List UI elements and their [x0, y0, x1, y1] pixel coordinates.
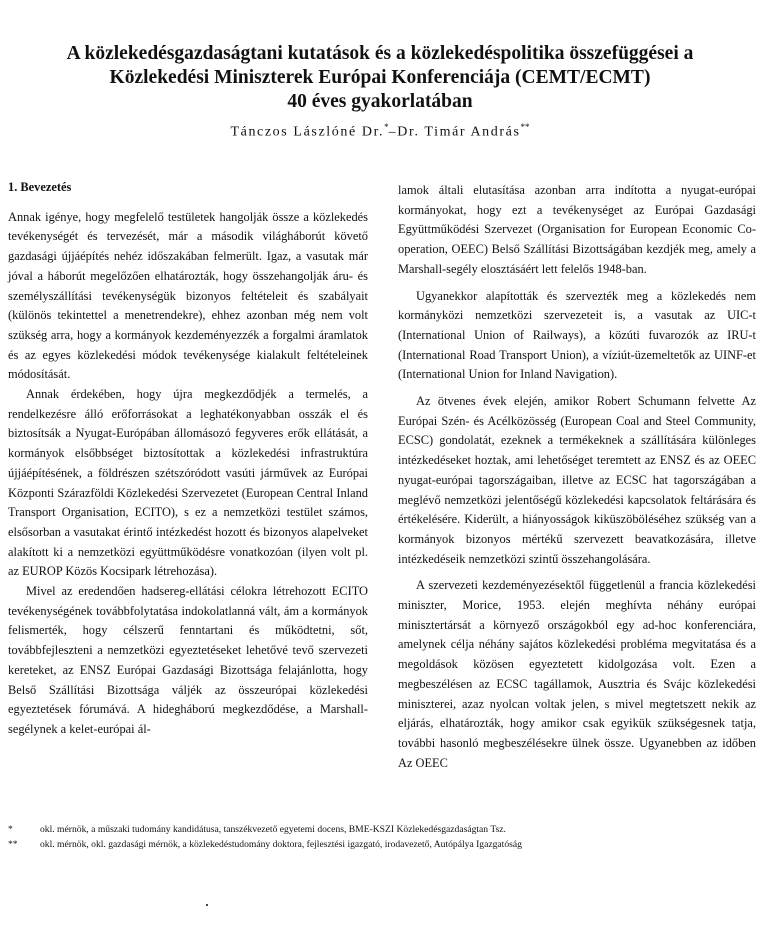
paragraph: Ugyanekkor alapították és szervezték meg a közlekedés nem kormányközi nemzetközi szervezeteit is, a vasutak az UIC-t (International Union of Railways), a közúti fuvarozók az IRU-t (International Road Transport Union), a víziút-üzemeltetők az UINF-et (International Union for Inland Navigation). [398, 288, 756, 382]
page-speck [206, 904, 208, 906]
author-2-footnote-mark: ** [520, 122, 530, 132]
paragraph: Mivel az eredendően hadsereg-ellátási célokra létrehozott ECITO tevékenységének továbbfolytatása indokolatlanná vált, ám a kormányok felismerték, hogy célszerű fenntartani és működtetni, sőt, továbbfejleszteni a nemzetközi egyeztetéseket lehetővé tevő szervezeti kereteket, az ENSZ Európai Gazdasági Bizottsága felajánlotta, hogy Belső Szállítási Bizottsága váljék az összeurópai közlekedési egyeztetések fórumává. A hidegháború megkezdődése, a Marshall-segélynek a kelet-európai ál- [8, 584, 368, 736]
author-separator: – [388, 124, 398, 140]
left-column [8, 178, 368, 740]
right-column [398, 181, 756, 773]
footnote-text: okl. mérnök, a műszaki tudomány kandidátusa, tanszékvezető egyetemi docens, BME-KSZI Közlekedésgazdaságtan Tsz. [40, 824, 506, 835]
section-heading: 1. Bevezetés [8, 180, 72, 194]
author-line [20, 122, 740, 141]
paragraph: A szervezeti kezdeményezésektől függetlenül a francia közlekedési miniszter, Morice, 1953. elején meghívta néhány európai minisztertársát a környező országokból egy ad-hoc konferenciára, amelynek célja néhány sajátos közlekedési probléma megvitatása és a megoldások közösen egyeztetett kidolgozása volt. Ezen a megbeszélésen az ECSC tagállamok, Ausztria és Svájc közlekedési miniszterei, azaz nyolcan voltak jelen, s mivel megtetszett nekik az eljárás, elhatározták, hogy amikor csak egyikük szükségesnek tatja, további hasonló megbeszélésekre ülnek össze. Ugyanebben az időben Az OEEC [398, 578, 756, 770]
author-1-footnote-mark: * [384, 122, 389, 132]
paragraph: Az ötvenes évek elején, amikor Robert Schumann felvette Az Európai Szén- és Acélközösség (European Coal and Steel Community, ECSC) gondolatát, ezeknek a termékeknek a szállítására különleges intézkedéseket hoztak, ami lehetőséget teremtett az ENSZ és az OEEC nyugat-európai tagországaiban, illetve az ECSC hat tagországában a meglévő nemzetközi jelentőségű közlekedési kapcsolatok feltárására és értékelésére. Kiderült, a hiányosságok kiküszöböléséhez szükség van a kormányok bizonyos mértékű szervezett beavatkozására, illetve intézkedéseik nemzetközi szintű összehangolására. [398, 394, 756, 566]
footnote-mark: * [8, 824, 13, 835]
footnote [8, 837, 744, 852]
footnote-text: okl. mérnök, okl. gazdasági mérnök, a közlekedéstudomány doktora, fejlesztési igazgató, irodavezető, Autópálya Igazgatóság [40, 839, 522, 850]
footnote [8, 822, 744, 837]
title-line-2: Közlekedési Miniszterek Európai Konferenciája (CEMT/ECMT) [109, 67, 651, 88]
paragraph: Annak igénye, hogy megfelelő testületek hangolják össze a közlekedés tevékenységét és tervezését, már a második világháborút követő gazdasági újjáépítés nehéz időszakában felmerült. Igaz, a vasutak már jóval a háborút megelőzően elhatározták, hogy összehangolják áru- és személyszállítási tevékenységük bizonyos feltételeit és szabályait (különös tekintettel a menetrendekre), ehhez azonban még nem volt szükség arra, hogy a kormányok kezdeményezzék a forgalmi áramlatok és az egyes közlekedési módok tevékenysége kialakult feltételeinek módosítását. [8, 209, 368, 382]
footnote-mark: ** [8, 839, 18, 850]
paragraph: Annak érdekében, hogy újra megkezdődjék a termelés, a rendelkezésre álló erőforrásokat a leghatékonyabban osszák el és biztosítsák a Nyugat-Európában állomásozó fegyveres erők ellátását, a kormányok elsőbbséget biztosítottak a közlekedési infrastruktúra újjáépítésének, a földrészen szétszóródott vasúti járművek az Európai Központi Szárazföldi Közlekedési Szervezetet (European Central Inland Transport Organisation, ECITO), s ez a nemzetközi testület számos, elsősorban a vasutakat érintő intézkedést hozott és bizonyos alapelveket alakított ki a nemzetközi együttműködésre vonatkozóan (ilyen volt pl. az EUROP Közös Kocsipark létrehozása). [8, 387, 368, 579]
author-2-name: Dr. Timár András [397, 124, 521, 140]
paragraph: lamok általi elutasítása azonban arra indította a nyugat-európai kormányokat, hogy ezt a tevékenységet az Európai Gazdasági Együttműködési Szervezet (Organisation for European Economic Co-operation, OEEC) Belső Szállítási Bizottságában kezdjék meg, amely a Marshall-segély elosztásáért lett felelős 1948-ban. [398, 183, 756, 276]
footnotes [8, 822, 744, 852]
title-line-3: 40 éves gyakorlatában [287, 91, 473, 112]
article-title [20, 42, 740, 114]
author-1-name: Tánczos Lászlóné Dr. [230, 124, 385, 140]
title-line-1: A közlekedésgazdaságtani kutatások és a közlekedéspolitika összefüggései a [66, 43, 694, 64]
